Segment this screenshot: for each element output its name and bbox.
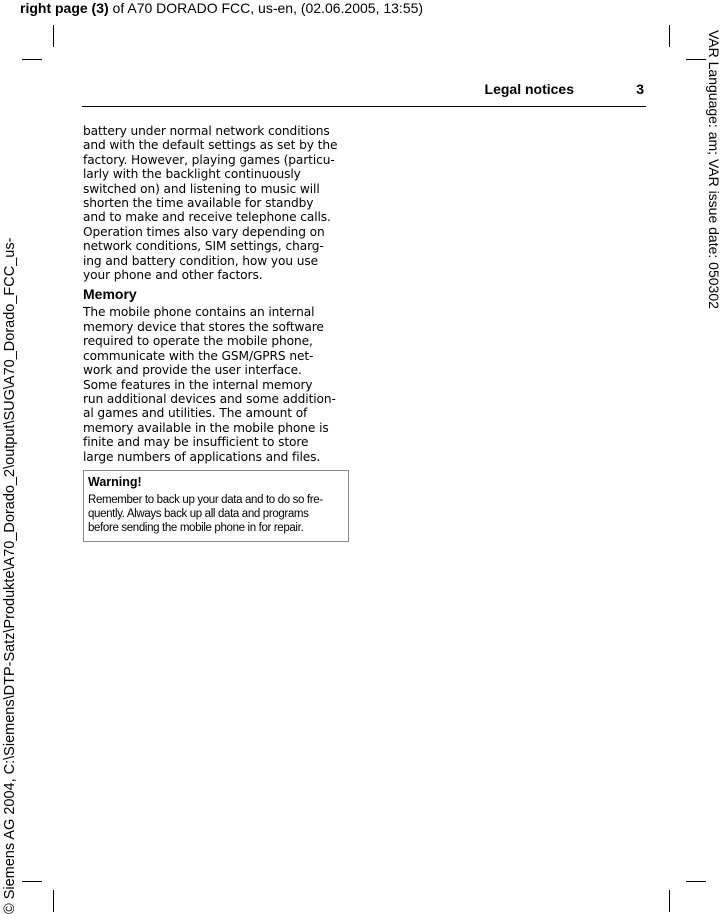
text-line: Remember to back up your data and to do so fre- [88,493,323,506]
warning-text [88,494,344,535]
text-line: memory available in the mobile phone is [83,420,329,435]
text-line: and with the default settings as set by the [83,138,338,153]
text-column [83,124,351,542]
page-number: 3 [636,81,644,97]
text-line: ing and battery condition, how you use [83,253,319,268]
print-header-page-label: right page (3) [20,0,109,16]
text-line: and to make and receive telephone calls. [83,210,331,225]
text-line: communicate with the GSM/GPRS net- [83,348,314,363]
crop-mark [686,881,706,882]
text-line: The mobile phone contains an internal [83,305,315,320]
crop-mark [53,890,54,912]
text-line: battery under normal network conditions [83,124,330,138]
memory-heading: Memory [83,286,137,303]
text-line: your phone and other factors. [83,268,263,283]
crop-mark [53,25,54,47]
memory-paragraph [83,305,351,463]
crop-mark [669,25,670,47]
running-head [82,80,646,107]
section-title: Legal notices [484,81,574,97]
warning-title: Warning! [88,474,142,489]
text-line: switched on) and listening to music will [83,181,320,196]
side-var-info: VAR Language: am; VAR issue date: 050302 [706,30,722,309]
warning-box [83,470,349,542]
text-line: before sending the mobile phone in for repair. [88,521,304,534]
text-line: network conditions, SIM settings, charg- [83,239,324,254]
text-line: factory. However, playing games (particu- [83,152,335,167]
print-header-details: of A70 DORADO FCC, us-en, (02.06.2005, 13:55) [108,0,424,16]
crop-mark [22,59,42,60]
battery-paragraph [83,124,351,282]
text-line: larly with the backlight continuously [83,167,301,182]
text-line: quently. Always back up all data and programs [88,507,309,520]
text-line: Some features in the internal memory [83,377,313,392]
crop-mark [669,890,670,912]
text-line: Operation times also vary depending on [83,224,325,239]
crop-mark [22,881,42,882]
print-header [20,0,423,16]
side-copyright-path: © Siemens AG 2004, C:\Siemens\DTP-Satz\Produkte\A70_Dorado_2\output\SUG\A70_Dorado_FCC_us- [2,237,18,914]
text-line: finite and may be insufficient to store [83,435,309,450]
text-line: shorten the time available for standby [83,196,314,211]
text-line: work and provide the user interface. [83,363,302,378]
text-line: memory device that stores the software [83,319,324,334]
crop-mark [686,59,706,60]
text-line: required to operate the mobile phone, [83,334,313,349]
text-line: large numbers of applications and files. [83,449,321,464]
text-line: run additional devices and some addition- [83,391,336,406]
text-line: al games and utilities. The amount of [83,406,308,421]
